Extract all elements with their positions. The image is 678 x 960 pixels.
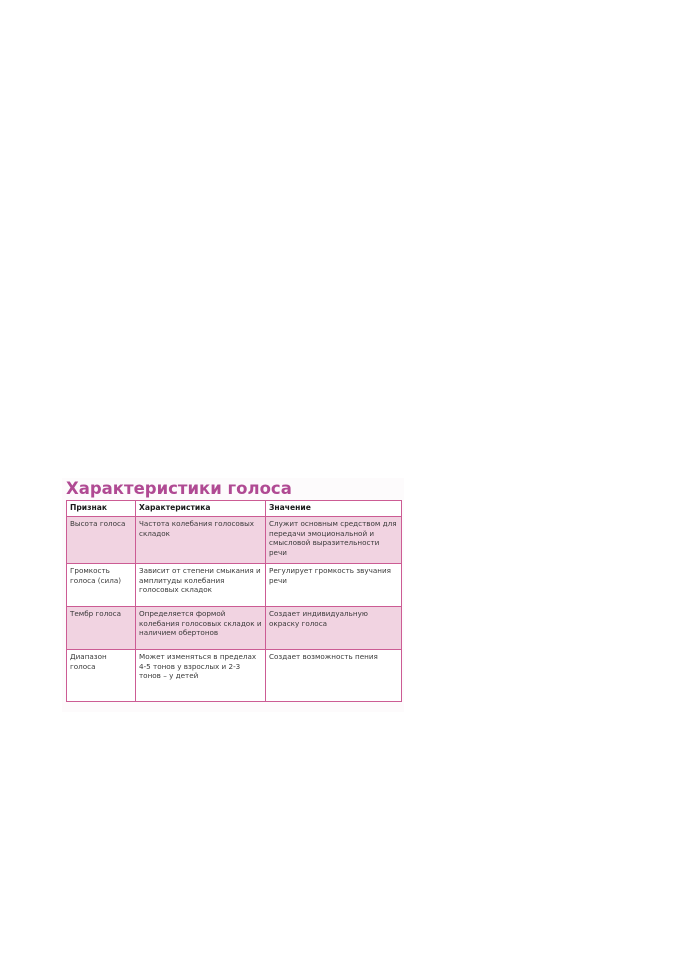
table-cell: Создает возможность пения xyxy=(266,650,402,702)
table-cell: Громкость голоса (сила) xyxy=(67,564,136,607)
table-cell: Регулирует громкость звучания речи xyxy=(266,564,402,607)
table-cell: Служит основным средством для передачи эмоциональной и смысловой выразительности речи xyxy=(266,517,402,564)
table-cell: Диапазон голоса xyxy=(67,650,136,702)
table-header-row xyxy=(67,501,402,517)
table-cell: Зависит от степени смыкания и амплитуды колебания голосовых складок xyxy=(136,564,266,607)
header-characteristic: Характеристика xyxy=(136,501,266,517)
slide-title: Характеристики голоса xyxy=(66,479,292,498)
table-cell: Может изменяться в пределах 4-5 тонов у взрослых и 2-3 тонов – у детей xyxy=(136,650,266,702)
table-row xyxy=(67,517,402,564)
voice-characteristics-table xyxy=(66,500,402,702)
header-feature: Признак xyxy=(67,501,136,517)
table-cell: Определяется формой колебания голосовых складок и наличием обертонов xyxy=(136,607,266,650)
table-cell: Создает индивидуальную окраску голоса xyxy=(266,607,402,650)
table-cell: Тембр голоса xyxy=(67,607,136,650)
table-row xyxy=(67,564,402,607)
slide-image xyxy=(62,478,404,712)
table-cell: Частота колебания голосовых складок xyxy=(136,517,266,564)
table-row xyxy=(67,650,402,702)
table-row xyxy=(67,607,402,650)
table-cell: Высота голоса xyxy=(67,517,136,564)
header-meaning: Значение xyxy=(266,501,402,517)
